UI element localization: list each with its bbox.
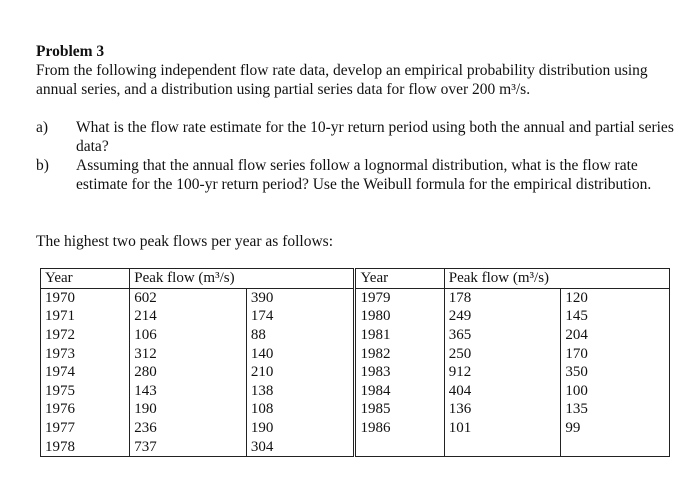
year-cell-right: 1983 [355, 363, 444, 382]
table-row [41, 307, 670, 326]
year-cell-right: 1986 [355, 419, 444, 438]
table-row [41, 400, 670, 419]
peak-flow-table [40, 268, 670, 457]
year-cell-right [355, 437, 444, 456]
peak-flow-1-cell-left: 236 [130, 419, 247, 438]
peak-flow-2-cell-right: 170 [561, 344, 670, 363]
table-row [41, 437, 670, 456]
peak-flow-header-right: Peak flow (m³/s) [444, 269, 669, 289]
peak-flow-2-cell-left: 190 [246, 419, 355, 438]
table-row [41, 344, 670, 363]
peak-flow-2-cell-right: 204 [561, 326, 670, 345]
peak-flow-2-cell-left: 140 [246, 344, 355, 363]
peak-flow-1-cell-right: 250 [444, 344, 561, 363]
peak-flow-1-cell-left: 214 [130, 307, 247, 326]
peak-flow-2-cell-left: 174 [246, 307, 355, 326]
peak-flow-1-cell-right: 136 [444, 400, 561, 419]
problem-intro: From the following independent flow rate data, develop an empirical probability distribution using annual series, and a distribution using partial series data for flow over 200 m³/s. [36, 62, 648, 98]
peak-flow-1-cell-left: 106 [130, 326, 247, 345]
peak-flow-1-cell-right: 404 [444, 382, 561, 401]
year-cell-right: 1985 [355, 400, 444, 419]
peak-flow-2-cell-left: 108 [246, 400, 355, 419]
peak-flow-2-cell-right: 135 [561, 400, 670, 419]
peak-flow-header-left: Peak flow (m³/s) [130, 269, 355, 289]
year-cell-right: 1982 [355, 344, 444, 363]
year-cell-left: 1971 [41, 307, 130, 326]
peak-flow-1-cell-left: 143 [130, 382, 247, 401]
table-row [41, 363, 670, 382]
peak-flow-1-cell-right: 178 [444, 288, 561, 307]
year-cell-left: 1976 [41, 400, 130, 419]
year-cell-left: 1972 [41, 326, 130, 345]
year-cell-left: 1970 [41, 288, 130, 307]
year-cell-left: 1977 [41, 419, 130, 438]
problem-title: Problem 3 [36, 43, 105, 60]
year-cell-right: 1981 [355, 326, 444, 345]
peak-flow-2-cell-left: 304 [246, 437, 355, 456]
year-cell-right: 1984 [355, 382, 444, 401]
peak-flow-1-cell-right: 249 [444, 307, 561, 326]
peak-flow-1-cell-right: 365 [444, 326, 561, 345]
peak-flow-1-cell-left: 190 [130, 400, 247, 419]
year-header-right: Year [355, 269, 444, 289]
year-cell-right: 1980 [355, 307, 444, 326]
year-cell-right: 1979 [355, 288, 444, 307]
table-header-row [41, 269, 670, 289]
table-intro: The highest two peak flows per year as follows: [36, 233, 334, 250]
peak-flow-1-cell-right [444, 437, 561, 456]
peak-flow-2-cell-left: 88 [246, 326, 355, 345]
year-cell-left: 1975 [41, 382, 130, 401]
peak-flow-1-cell-left: 602 [130, 288, 247, 307]
peak-flow-2-cell-right [561, 437, 670, 456]
table-row [41, 326, 670, 345]
peak-flow-2-cell-right: 120 [561, 288, 670, 307]
peak-flow-2-cell-right: 99 [561, 419, 670, 438]
question-a-text: What is the flow rate estimate for the 10-yr return period using both the annual and partial series data? [76, 119, 674, 155]
peak-flow-2-cell-right: 145 [561, 307, 670, 326]
peak-flow-1-cell-right: 101 [444, 419, 561, 438]
year-cell-left: 1973 [41, 344, 130, 363]
peak-flow-1-cell-left: 737 [130, 437, 247, 456]
year-cell-left: 1974 [41, 363, 130, 382]
peak-flow-1-cell-right: 912 [444, 363, 561, 382]
peak-flow-2-cell-left: 390 [246, 288, 355, 307]
peak-flow-2-cell-left: 138 [246, 382, 355, 401]
year-header-left: Year [41, 269, 130, 289]
table-row [41, 419, 670, 438]
peak-flow-2-cell-right: 100 [561, 382, 670, 401]
year-cell-left: 1978 [41, 437, 130, 456]
table-row [41, 382, 670, 401]
peak-flow-1-cell-left: 312 [130, 344, 247, 363]
peak-flow-1-cell-left: 280 [130, 363, 247, 382]
question-a-marker: a) [36, 119, 49, 136]
question-b-marker: b) [36, 157, 49, 174]
peak-flow-2-cell-left: 210 [246, 363, 355, 382]
table-row [41, 288, 670, 307]
question-b-text: Assuming that the annual flow series follow a lognormal distribution, what is the flow rate estimate for the 100-yr return period? Use the Weibull formula for the empirical distribution. [76, 157, 652, 193]
peak-flow-2-cell-right: 350 [561, 363, 670, 382]
